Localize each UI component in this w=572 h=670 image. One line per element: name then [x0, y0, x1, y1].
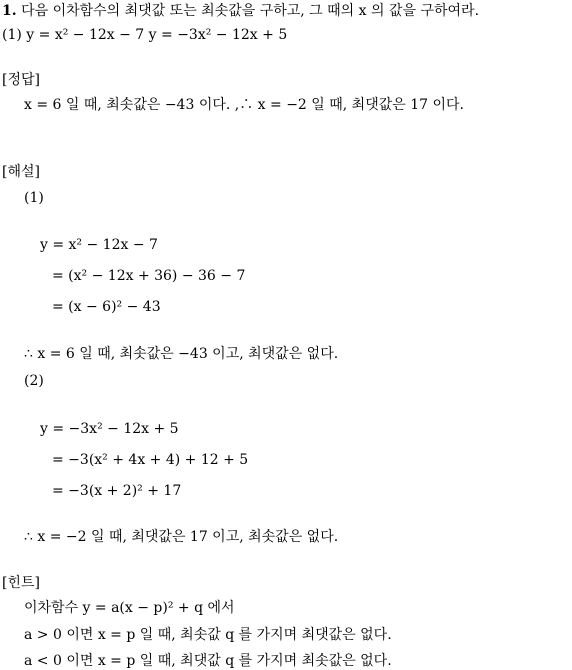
- hint-line: a > 0 이면 x = p 일 때, 최솟값 q 를 가지며 최댓값은 없다.: [24, 627, 392, 643]
- hint-header: [힌트]: [2, 575, 40, 591]
- solution-part1-conclusion: ∴ x = 6 일 때, 최솟값은 −43 이고, 최댓값은 없다.: [24, 346, 339, 362]
- solution-part2-line: y = −3x² − 12x + 5: [40, 421, 179, 437]
- solution-header: [해설]: [2, 164, 40, 180]
- problem-part1: (1) y = x² − 12x − 7 y = −3x² − 12x + 5: [2, 27, 288, 43]
- problem-line: [2, 2, 479, 20]
- solution-part1-label: (1): [24, 190, 44, 206]
- hint-line: 이차함수 y = a(x − p)² + q 에서: [24, 600, 235, 616]
- answer-text: x = 6 일 때, 최솟값은 −43 이다. ,∴ x = −2 일 때, 최댓값은 17 이다.: [24, 97, 464, 113]
- solution-part2-conclusion: ∴ x = −2 일 때, 최댓값은 17 이고, 최솟값은 없다.: [24, 529, 339, 545]
- problem-text: 다음 이차함수의 최댓값 또는 최솟값을 구하고, 그 때의 x 의 값을 구하여라.: [21, 3, 480, 19]
- answer-header: [정답]: [2, 72, 40, 88]
- solution-part2-line: = −3(x² + 4x + 4) + 12 + 5: [52, 452, 249, 468]
- problem-number: 1.: [2, 3, 17, 19]
- solution-part1-line: = (x − 6)² − 43: [52, 299, 161, 315]
- hint-line: a < 0 이면 x = p 일 때, 최댓값 q 를 가지며 최솟값은 없다.: [24, 653, 392, 669]
- solution-part1-line: = (x² − 12x + 36) − 36 − 7: [52, 268, 246, 284]
- solution-part2-label: (2): [24, 373, 44, 389]
- solution-part2-line: = −3(x + 2)² + 17: [52, 483, 182, 499]
- solution-part1-line: y = x² − 12x − 7: [40, 237, 158, 253]
